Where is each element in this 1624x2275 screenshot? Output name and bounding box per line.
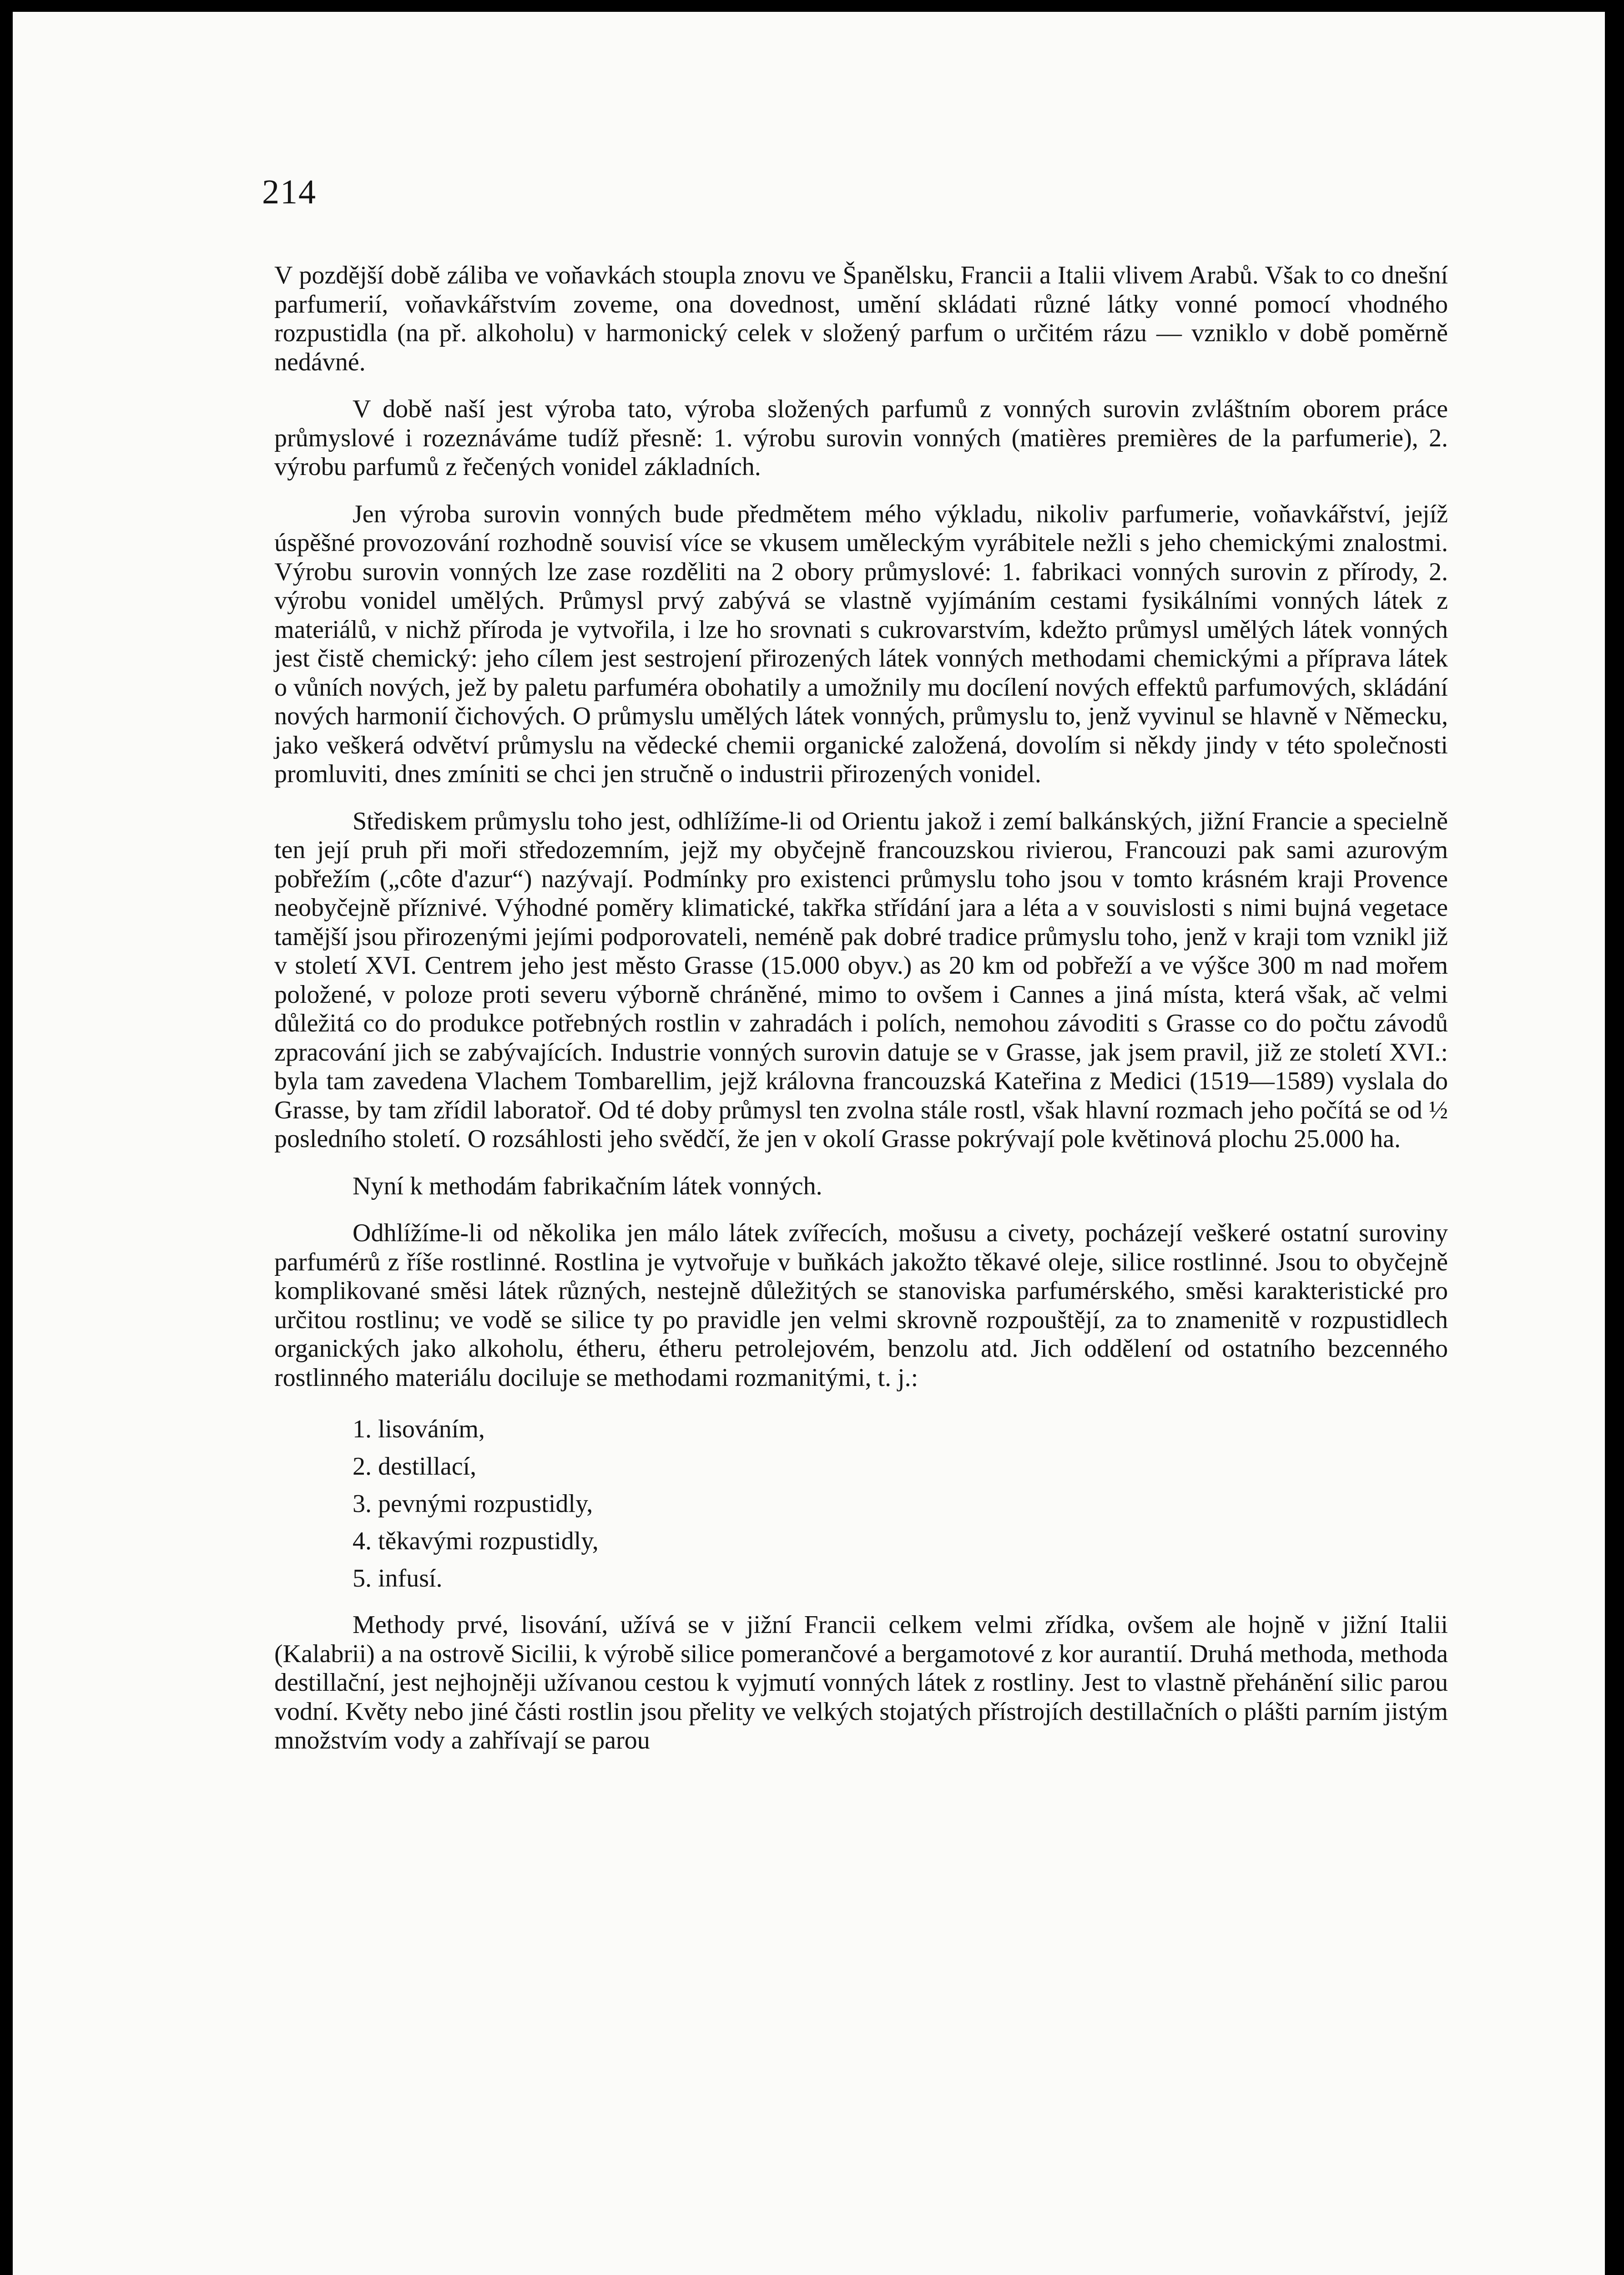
list-item: 4. těkavými rozpustidly, (353, 1527, 599, 1555)
list-item: 5. infusí. (353, 1564, 443, 1592)
paragraph-plant-oils: Odhlížíme-li od několika jen málo látek zvířecích, mošusu a civety, pocházejí veškeré ostatní suroviny parfumérů z říše rostlinné. Rostlina je vytvořuje v buňkách jakožto těkavé oleje, silice rostlinné. Jsou to obyčejně komplikované směsi látek různých, nestejně důležitých se stanoviska parfumérského, směsi karakteristické pro určitou rostlinu; ve vodě se silice ty po pravidle jen velmi skrovně rozpouštějí, za to znamenitě v rozpustidlech organických jako alkoholu, étheru, étheru petrolejovém, benzolu atd. Jich oddělení od ostatního bezcenného rostlinného materiálu dociluje se methodami rozmanitými, t. j.: (274, 1219, 1448, 1392)
paragraph-raw-materials: Jen výroba surovin vonných bude předmětem mého výkladu, nikoliv parfumerie, voňavkářství, jejíž úspěšné provozování rozhodně souvisí více se vkusem uměleckým vyrábitele nežli s jeho chemickými znalostmi. Výrobu surovin vonných lze zase rozděliti na 2 obory průmyslové: 1. fabrikaci vonných surovin z přírody, 2. výrobu vonidel umělých. Průmysl prvý zabývá se vlastně vyjímáním cestami fysikálními vonných látek z materiálů, v nichž příroda je vytvořila, i lze ho srovnati s cukrovarstvím, kdežto průmysl umělých látek vonných jest čistě chemický: jeho cílem jest sestrojení přirozených látek vonných methodami chemickými a příprava látek o vůních nových, jež by paletu parfuméra obohatily a umožnily mu docílení nových effektů parfumových, skládání nových harmonií čichových. O průmyslu umělých látek vonných, průmyslu to, jenž vyvinul se hlavně v Německu, jako veškerá odvětví průmyslu na vědecké chemii organické založená, dovolím si někdy jindy v této společnosti promluviti, dnes zmíniti se chci jen stručně o industrii přirozených vonidel. (274, 500, 1448, 788)
paragraph-pressing-distillation: Methody prvé, lisování, užívá se v jižní Francii celkem velmi zřídka, ovšem ale hojně v jižní Italii (Kalabrii) a na ostrově Sicilii, k výrobě silice pomerančové a bergamotové z kor aurantií. Druhá methoda, methoda destillační, jest nejhojněji užívanou cestou k vyjmutí vonných látek z rostliny. Jest to vlastně přehánění silic parou vodní. Květy nebo jiné části rostlin jsou přelity ve velkých stojatých přístrojích destillačních o plášti parním jistým množstvím vody a zahřívají se parou (274, 1611, 1448, 1754)
paragraph-grasse-center: Střediskem průmyslu toho jest, odhlížíme-li od Orientu jakož i zemí balkánských, jižní Francie a specielně ten její pruh při moři středozemním, jejž my obyčejně francouzskou rivierou, Francouzi pak sami azurovým pobřežím („côte d'azur“) nazývají. Podmínky pro existenci průmyslu toho jsou v tomto krásném kraji Provence neobyčejně příznivé. Výhodné poměry klimatické, takřka střídání jara a léta a v souvislosti s nimi bujná vegetace tamější jsou přirozenými jejími podporovateli, neméně pak dobré tradice průmyslu toho, jenž v kraji tom vznikl již v století XVI. Centrem jeho jest město Grasse (15.000 obyv.) as 20 km od pobřeží a ve výšce 300 m nad mořem položené, v poloze proti severu výborně chráněné, mimo to ovšem i Cannes a jiná místa, která však, ač velmi důležitá co do produkce potřebných rostlin v zahradách i polích, nemohou závoditi s Grasse co do počtu závodů zpracování jich se zabývajících. Industrie vonných surovin datuje se v Grasse, jak jsem pravil, již ze století XVI.: byla tam zavedena Vlachem Tombarellim, jejž královna francouzská Kateřina z Medici (1519—1589) vyslala do Grasse, by tam zřídil laboratoř. Od té doby průmysl ten zvolna stále rostl, však hlavní rozmach jeho počítá se od ½ posledního století. O rozsáhlosti jeho svědčí, že jen v okolí Grasse pokrývají pole květinová plochu 25.000 ha. (274, 807, 1448, 1153)
paragraph-history: V pozdější době záliba ve voňavkách stoupla znovu ve Španělsku, Francii a Italii vlivem Arabů. Však to co dnešní parfumerií, voňavkářstvím zoveme, ona dovednost, umění skládati různé látky vonné pomocí vhodného rozpustidla (na př. alkoholu) v harmonický celek v složený parfum o určitém rázu — vzniklo v době poměrně nedávné. (274, 261, 1448, 376)
list-item: 1. lisováním, (353, 1415, 485, 1443)
document-page (13, 12, 1605, 2275)
body-text (274, 261, 1448, 1774)
paragraph-methods-intro: Nyní k methodám fabrikačním látek vonných. (353, 1172, 822, 1200)
page-number: 214 (262, 173, 317, 211)
methods-list (274, 1410, 1448, 1597)
list-item: 3. pevnými rozpustidly, (353, 1490, 593, 1518)
paragraph-modern-production: V době naší jest výroba tato, výroba složených parfumů z vonných surovin zvláštním oborem práce průmyslové i rozeznáváme tudíž přesně: 1. výrobu surovin vonných (matières premières de la parfumerie), 2. výrobu parfumů z řečených vonidel základních. (274, 395, 1448, 481)
list-item: 2. destillací, (353, 1452, 477, 1481)
